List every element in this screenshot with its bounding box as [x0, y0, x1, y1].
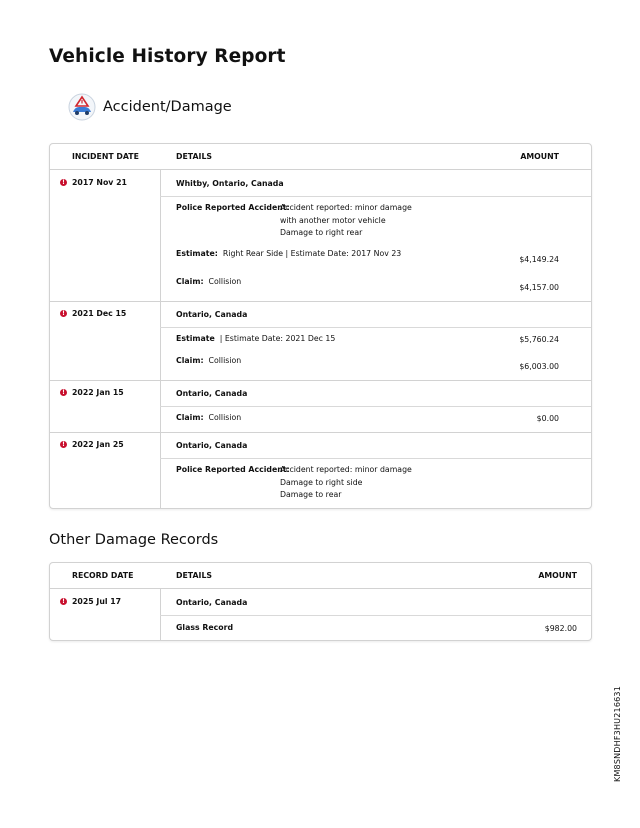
incident-location: Ontario, Canada	[176, 310, 248, 319]
col-incident-date: INCIDENT DATE	[72, 152, 139, 161]
other-damage-title: Other Damage Records	[49, 532, 219, 548]
row-divider	[50, 301, 591, 302]
claim-amount: $0.00	[536, 414, 559, 423]
col-details: DETAILS	[176, 571, 213, 580]
row-divider	[50, 432, 591, 433]
column-divider	[160, 301, 161, 380]
table-header	[50, 144, 591, 170]
estimate-amount: $4,149.24	[519, 255, 559, 264]
column-divider	[160, 170, 161, 301]
record-amount: $982.00	[544, 624, 577, 633]
accident-table	[49, 143, 592, 509]
accident-section-header	[68, 93, 232, 121]
incident-date: ! 2017 Nov 21	[60, 178, 127, 187]
claim-amount: $6,003.00	[519, 362, 559, 371]
police-label: Police Reported Accident:	[176, 203, 290, 212]
incident-date: ! 2022 Jan 15	[60, 388, 124, 397]
detail-divider	[160, 196, 591, 197]
police-detail: Accident reported: minor damage with another motor vehicle Damage to right rear	[280, 203, 412, 237]
claim-line: Claim: Collision	[176, 277, 242, 286]
estimate-line: Estimate: Right Rear Side | Estimate Date: 2017 Nov 23	[176, 249, 402, 258]
incident-location: Ontario, Canada	[176, 441, 248, 450]
alert-icon: !	[60, 389, 67, 396]
claim-amount: $4,157.00	[519, 283, 559, 292]
col-details: DETAILS	[176, 152, 213, 161]
incident-location: Ontario, Canada	[176, 389, 248, 398]
detail-divider	[160, 406, 591, 407]
record-location: Ontario, Canada	[176, 598, 248, 607]
incident-location: Whitby, Ontario, Canada	[176, 179, 284, 188]
claim-line: Claim: Collision	[176, 356, 242, 365]
police-detail: Accident reported: minor damage Damage to right side Damage to rear	[280, 465, 412, 499]
col-record-date: RECORD DATE	[72, 571, 134, 580]
col-amount: AMOUNT	[538, 571, 577, 580]
alert-icon: !	[60, 598, 67, 605]
alert-icon: !	[60, 310, 67, 317]
car-accident-icon	[68, 93, 96, 121]
record-label: Glass Record	[176, 623, 234, 632]
other-damage-table	[49, 562, 592, 641]
estimate-amount: $5,760.24	[519, 335, 559, 344]
incident-date: ! 2021 Dec 15	[60, 309, 126, 318]
detail-divider	[160, 458, 591, 459]
alert-icon: !	[60, 179, 67, 186]
detail-divider	[160, 327, 591, 328]
row-divider	[50, 380, 591, 381]
column-divider	[160, 432, 161, 509]
claim-line: Claim: Collision	[176, 413, 242, 422]
detail-divider	[160, 615, 591, 616]
estimate-line: Estimate | Estimate Date: 2021 Dec 15	[176, 334, 336, 343]
police-label: Police Reported Accident:	[176, 465, 290, 474]
table-header	[50, 563, 591, 589]
accident-section-title: Accident/Damage	[103, 99, 232, 115]
vin-number: KM8SNDHF3HU216631	[613, 686, 622, 782]
page-title: Vehicle History Report	[49, 46, 286, 67]
record-date: ! 2025 Jul 17	[60, 597, 121, 606]
alert-icon: !	[60, 441, 67, 448]
incident-date: ! 2022 Jan 25	[60, 440, 124, 449]
col-amount: AMOUNT	[520, 152, 559, 161]
